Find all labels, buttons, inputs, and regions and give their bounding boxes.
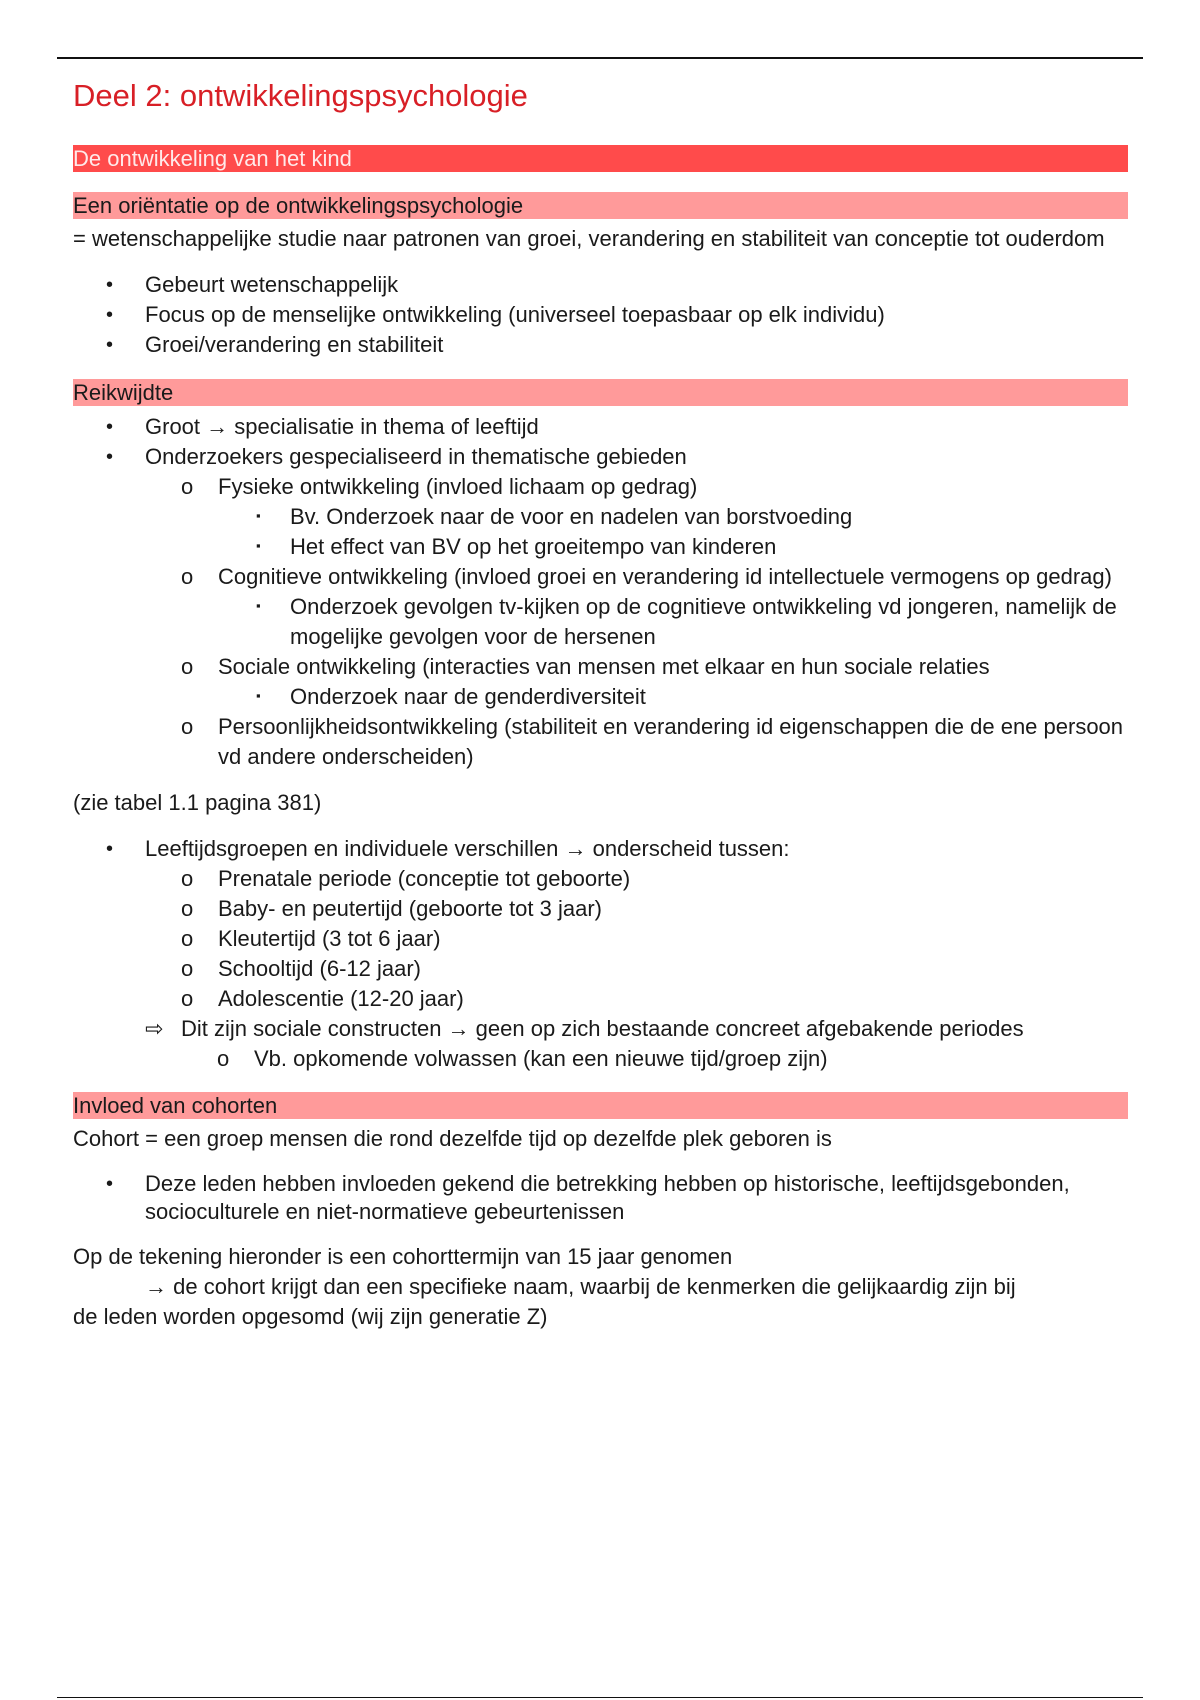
circle-bullet-icon: o (181, 926, 194, 951)
list-item: ▪ Bv. Onderzoek naar de voor en nadelen van borstvoeding (73, 502, 1128, 532)
list-item: o Sociale ontwikkeling (interacties van mensen met elkaar en hun sociale relaties (73, 652, 1128, 682)
section-heading-scope: Reikwijdte (73, 379, 1128, 406)
square-bullet-icon: ▪ (256, 508, 261, 523)
list-item: o Kleutertijd (3 tot 6 jaar) (73, 924, 1128, 954)
list-item: ▪ Het effect van BV op het groeitempo van kinderen (73, 532, 1128, 562)
cohort-paragraph-continued: → de cohort krijgt dan een specifieke naam, waarbij de kenmerken die gelijkaardig zijn bij (145, 1274, 1016, 1299)
circle-bullet-icon: o (181, 866, 194, 891)
circle-bullet-icon: o (181, 654, 194, 679)
arrow-bullet-icon: ⇨ (145, 1016, 164, 1041)
circle-bullet-icon: o (181, 956, 194, 981)
section-heading-orientation: Een oriëntatie op de ontwikkelingspsychologie (73, 192, 1128, 219)
age-groups-list (73, 834, 1128, 1074)
list-item: ▪ Onderzoek gevolgen tv-kijken op de cognitieve ontwikkeling vd jongeren, namelijk de mogelijke gevolgen voor de hersenen (73, 592, 1128, 652)
cohort-paragraph: Op de tekening hieronder is een cohorttermijn van 15 jaar genomen (73, 1244, 733, 1269)
list-item: o Adolescentie (12-20 jaar) (73, 984, 1128, 1014)
list-item: o Prenatale periode (conceptie tot geboorte) (73, 864, 1128, 894)
section-heading-cohorts: Invloed van cohorten (73, 1092, 1128, 1119)
circle-bullet-icon: o (181, 564, 194, 589)
list-item: ▪ Onderzoek naar de genderdiversiteit (73, 682, 1128, 712)
list-item: o Cognitieve ontwikkeling (invloed groei en verandering id intellectuele vermogens op gedrag) (73, 562, 1128, 592)
circle-bullet-icon: o (217, 1046, 230, 1071)
circle-bullet-icon: o (181, 986, 194, 1011)
list-item: o Fysieke ontwikkeling (invloed lichaam op gedrag) (73, 472, 1128, 502)
list-item: o Persoonlijkheidsontwikkeling (stabiliteit en verandering id eigenschappen die de ene persoon vd andere onderscheiden) (181, 714, 1124, 769)
circle-bullet-icon: o (181, 896, 194, 921)
cohort-definition: Cohort = een groep mensen die rond dezelfde tijd op dezelfde plek geboren is (73, 1126, 832, 1151)
bullet-icon: • (106, 334, 114, 356)
circle-bullet-icon: o (181, 714, 194, 739)
top-rule (57, 57, 1143, 59)
list-item: o Baby- en peutertijd (geboorte tot 3 jaar) (73, 894, 1128, 924)
list-item: o Schooltijd (6-12 jaar) (73, 954, 1128, 984)
list-item: • Groei/verandering en stabiliteit (73, 330, 1128, 360)
square-bullet-icon: ▪ (256, 538, 261, 553)
list-item: ⇨ Dit zijn sociale constructen → geen op zich bestaande concreet afgebakende periodes (73, 1014, 1128, 1044)
square-bullet-icon: ▪ (256, 688, 261, 703)
list-item: • Focus op de menselijke ontwikkeling (universeel toepasbaar op elk individu) (73, 300, 1128, 330)
cohort-list (73, 1170, 1128, 1226)
bullet-icon: • (106, 838, 114, 860)
square-bullet-icon: ▪ (256, 598, 261, 613)
definition-text: = wetenschappelijke studie naar patronen van groei, verandering en stabiliteit van conceptie tot ouderdom (73, 226, 1105, 251)
list-item: • Deze leden hebben invloeden gekend die betrekking hebben op historische, leeftijdsgebonden, socioculturele en niet-normatieve gebeurtenissen (106, 1171, 1070, 1224)
orientation-list (73, 270, 1128, 360)
list-item: • Leeftijdsgroepen en individuele verschillen → onderscheid tussen: (73, 834, 1128, 864)
circle-bullet-icon: o (181, 474, 194, 499)
list-item: • Gebeurt wetenschappelijk (73, 270, 1128, 300)
list-item: o Vb. opkomende volwassen (kan een nieuwe tijd/groep zijn) (73, 1044, 1128, 1074)
cohort-paragraph-end: de leden worden opgesomd (wij zijn generatie Z) (73, 1304, 548, 1329)
list-item: • Groot → specialisatie in thema of leeftijd (73, 412, 1128, 442)
bullet-icon: • (106, 304, 114, 326)
list-item: • Onderzoekers gespecialiseerd in thematische gebieden (73, 442, 1128, 472)
page-title: Deel 2: ontwikkelingspsychologie (73, 78, 528, 113)
bullet-icon: • (106, 1173, 114, 1195)
bullet-icon: • (106, 416, 114, 438)
bullet-icon: • (106, 446, 114, 468)
scope-list (73, 412, 1128, 772)
table-reference: (zie tabel 1.1 pagina 381) (73, 790, 322, 815)
bullet-icon: • (106, 274, 114, 296)
chapter-heading: De ontwikkeling van het kind (73, 145, 1128, 172)
document-body (73, 70, 1128, 1332)
bottom-rule (57, 1697, 1143, 1698)
